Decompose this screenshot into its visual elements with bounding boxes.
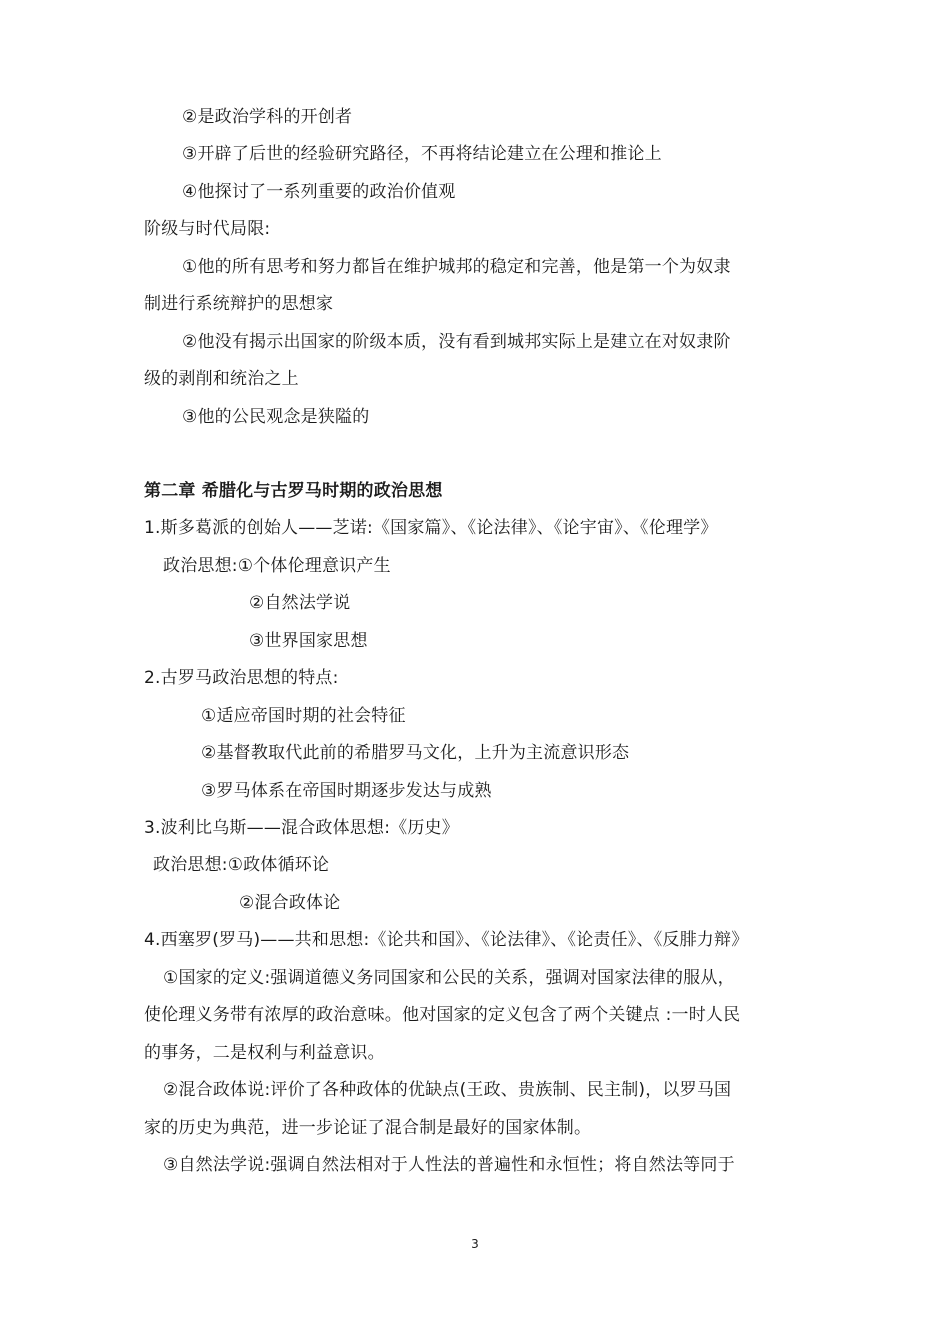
chapter-title: 第二章 希腊化与古罗马时期的政治思想 xyxy=(144,481,443,501)
section-4-para-3-line-1: ③自然法学说:强调自然法相对于人性法的普遍性和永恒性；将自然法等同于 xyxy=(163,1155,735,1175)
prev-item-2: ②是政治学科的开创者 xyxy=(182,107,353,127)
section-3-item-2: ②混合政体论 xyxy=(239,893,341,913)
limitation-2-line1: ②他没有揭示出国家的阶级本质，没有看到城邦实际上是建立在对奴隶阶 xyxy=(182,332,731,352)
section-1-heading: 1.斯多葛派的创始人——芝诺:《国家篇》、《论法律》、《论宇宙》、《伦理学》 xyxy=(144,518,718,538)
section-4-para-1-line-2: 使伦理义务带有浓厚的政治意味。他对国家的定义包含了两个关键点 :一时人民 xyxy=(144,1005,741,1025)
section-2-item-1: ①适应帝国时期的社会特征 xyxy=(201,706,406,726)
limitation-3-line1: ③他的公民观念是狭隘的 xyxy=(182,407,370,427)
section-1-label-item-1 xyxy=(163,554,391,578)
section-1-label: 政治思想: xyxy=(163,556,238,576)
prev-item-3: ③开辟了后世的经验研究路径，不再将结论建立在公理和推论上 xyxy=(182,144,662,164)
limitation-2-line2: 级的剥削和统治之上 xyxy=(144,369,299,389)
section-2-heading: 2.古罗马政治思想的特点: xyxy=(144,668,339,688)
prev-item-4: ④他探讨了一系列重要的政治价值观 xyxy=(182,182,456,202)
limitation-1-line2: 制进行系统辩护的思想家 xyxy=(144,294,334,314)
section-4-heading: 4.西塞罗(罗马)——共和思想:《论共和国》、《论法律》、《论责任》、《反腓力辩》 xyxy=(144,930,749,950)
section-3-label: 政治思想: xyxy=(153,855,228,875)
section-4-para-2-line-2: 家的历史为典范，进一步论证了混合制是最好的国家体制。 xyxy=(144,1118,592,1138)
limitation-1-line1: ①他的所有思考和努力都旨在维护城邦的稳定和完善，他是第一个为奴隶 xyxy=(182,257,731,277)
page-number: 3 xyxy=(471,1237,479,1251)
section-1-item-2: ②自然法学说 xyxy=(249,593,351,613)
section-4-para-1-line-1: ①国家的定义:强调道德义务同国家和公民的关系，强调对国家法律的服从， xyxy=(163,968,735,988)
section-2-item-3: ③罗马体系在帝国时期逐步发达与成熟 xyxy=(201,781,492,801)
limitations-label: 阶级与时代局限: xyxy=(144,219,271,239)
section-1-item-1: ①个体伦理意识产生 xyxy=(237,556,391,576)
section-3-heading: 3.波利比乌斯——混合政体思想:《历史》 xyxy=(144,818,459,838)
section-4-para-1-line-3: 的事务，二是权利与利益意识。 xyxy=(144,1043,385,1063)
section-3-item-1: ①政体循环论 xyxy=(227,855,330,875)
section-2-item-2: ②基督教取代此前的希腊罗马文化，上升为主流意识形态 xyxy=(201,743,630,763)
section-1-item-3: ③世界国家思想 xyxy=(249,631,368,651)
section-4-para-2-line-1: ②混合政体说:评价了各种政体的优缺点(王政、贵族制、民主制)，以罗马国 xyxy=(163,1080,732,1100)
section-3-label-item-1 xyxy=(153,853,329,877)
